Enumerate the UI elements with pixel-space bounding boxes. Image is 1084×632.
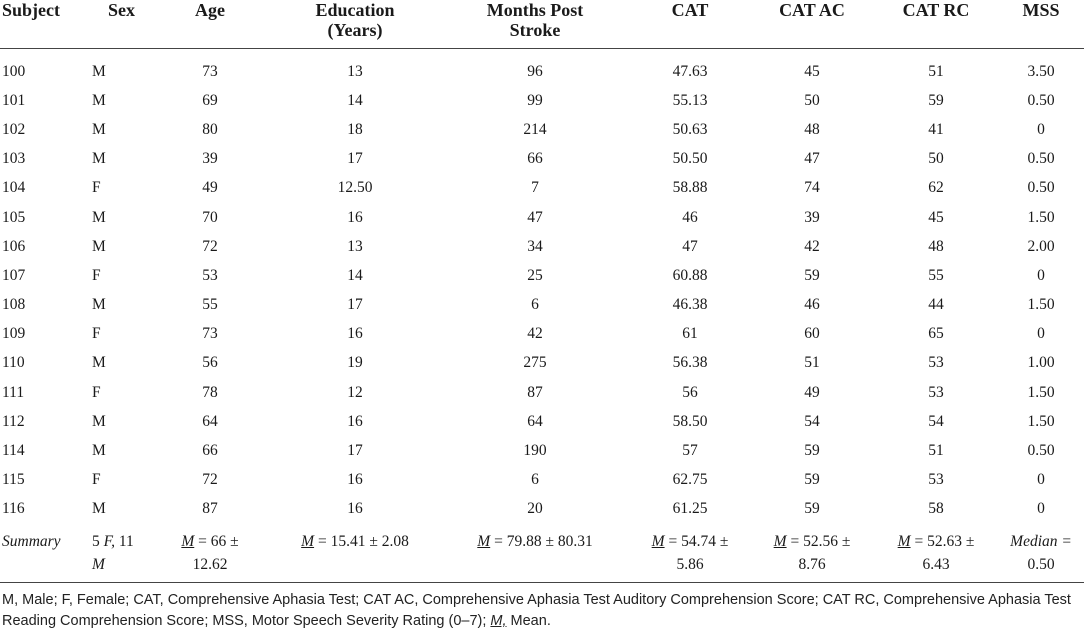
mean-symbol: M [897,533,911,550]
table-cell: 47.63 [672,62,708,80]
table-cell: 110 [2,354,25,372]
summary-sex-token: M [92,556,105,573]
table-cell: 58 [928,500,944,518]
mean-symbol: M [181,533,195,550]
column-header-line: CAT AC [779,0,845,20]
table-cell: 50 [804,91,820,109]
table-cell: M [92,412,106,430]
summary-cat-line-2: 5.86 [676,556,704,573]
table-cell: 6 [531,296,539,314]
table-row [0,86,1084,115]
table-cell: 16 [347,500,363,518]
table-cell: 64 [202,412,218,430]
table-row [0,349,1084,378]
table-cell: 54 [804,412,820,430]
table-row [0,232,1084,261]
table-cell: M [92,62,106,80]
table-cell: 66 [202,442,218,460]
table-cell: 108 [2,296,26,314]
column-header [998,0,1084,49]
column-header-line: CAT [671,0,709,20]
summary-mss [998,524,1084,583]
table-row [0,378,1084,407]
table-cell: 1.50 [1027,208,1055,226]
table-cell: 16 [347,471,363,489]
summary-sex-token: 11 [114,533,134,550]
table-cell: M [92,442,106,460]
table-cell: 39 [804,208,820,226]
table-cell: 80 [202,120,218,138]
table-cell: 104 [2,179,26,197]
column-header [80,0,150,49]
table-cell: 112 [2,412,25,430]
table-cell: 1.50 [1027,383,1055,401]
table-cell: 54 [928,412,944,430]
table-cell: 2.00 [1027,237,1055,255]
table-cell: 17 [347,150,363,168]
table-cell: 105 [2,208,26,226]
column-header [874,0,998,49]
table-cell: 0 [1037,500,1045,518]
table-cell: 59 [804,442,820,460]
table-cell: 106 [2,237,26,255]
table-cell: 42 [527,325,543,343]
table-cell: M [92,208,106,226]
table-cell: 55 [928,266,944,284]
table-cell: 12.50 [337,179,373,197]
table-cell: 60.88 [672,266,708,284]
summary-sex-token: 5 [92,533,100,550]
table-cell: 69 [202,91,218,109]
table-cell: 1.00 [1027,354,1055,372]
table-cell: 0 [1037,266,1045,284]
summary-mss-value: 0.50 [1027,556,1055,573]
table-cell: 48 [804,120,820,138]
column-header-line: Subject [2,0,60,20]
table-cell: 55 [202,296,218,314]
summary-age [150,524,270,583]
column-header [440,0,630,49]
table-row [0,115,1084,144]
table-cell: 41 [928,120,944,138]
table-cell: 47 [682,237,698,255]
table-cell: 50.50 [672,150,708,168]
table-cell: 34 [527,237,543,255]
summary-sex [80,524,150,583]
table-cell: 1.50 [1027,296,1055,314]
table-cell: 96 [527,62,543,80]
column-header [270,0,440,49]
table-cell: 6 [531,471,539,489]
table-cell: M [92,237,106,255]
table-cell: M [92,296,106,314]
table-cell: 60 [804,325,820,343]
table-cell: 0.50 [1027,442,1055,460]
table-cell: 214 [523,120,547,138]
table-cell: 0.50 [1027,91,1055,109]
table-cell: 190 [523,442,547,460]
column-header-line: MSS [1022,0,1060,20]
table-body [0,49,1084,583]
table-cell: 1.50 [1027,412,1055,430]
table-cell: 101 [2,91,26,109]
table-cell: F [92,266,101,284]
table-cell: 50 [928,150,944,168]
table-cell: M [92,120,106,138]
table-header [0,0,1084,49]
table-cell: 59 [804,471,820,489]
table-cell: 58.88 [672,179,708,197]
table-cell: 0.50 [1027,179,1055,197]
table-cell: 73 [202,62,218,80]
table-cell: 66 [527,150,543,168]
table-cell: 7 [531,179,539,197]
column-header-line: Age [195,0,225,20]
table-cell: 100 [2,62,26,80]
table-cell: 48 [928,237,944,255]
column-header-line: Sex [108,0,135,20]
summary-age-line-1 [150,530,270,553]
table-cell: 114 [2,442,25,460]
footnote-mean-text: Mean. [506,613,551,629]
table-cell: 61.25 [672,500,708,518]
table-cell: 62.75 [672,471,708,489]
summary-row [0,524,1084,583]
table-cell: 107 [2,266,26,284]
footnote-mean-symbol: M, [490,613,507,629]
mean-symbol: M [773,533,787,550]
summary-cat-rc-line-1 [874,530,998,553]
table-cell: 53 [202,266,218,284]
column-header [150,0,270,49]
table-row [0,291,1084,320]
summary-months [440,524,630,583]
footnote-text: M, Male; F, Female; CAT, Comprehensive Aphasia Test; CAT AC, Comprehensive Aphasia Test Auditory Comprehension Score; CAT RC, Comprehensive Aphasia Test Reading Comprehension Score; MSS, Motor Speech Severity Rating (0–7); [2,592,1071,629]
table-cell: 46 [682,208,698,226]
table-cell: 50.63 [672,120,708,138]
table-cell: 115 [2,471,25,489]
table-cell: 78 [202,383,218,401]
table-cell: 12 [347,383,363,401]
table-row [0,145,1084,174]
table-cell: F [92,179,101,197]
table-cell: 13 [347,237,363,255]
mean-value: = 52.63 ± [910,533,975,550]
table-cell: 51 [928,62,944,80]
table-cell: 53 [928,354,944,372]
mean-symbol: M [301,533,315,550]
table-cell: 46.38 [672,296,708,314]
table-cell: 59 [804,266,820,284]
table-cell: 3.50 [1027,62,1055,80]
table-cell: 46 [804,296,820,314]
table-cell: 65 [928,325,944,343]
table-cell: F [92,383,101,401]
table-cell: 275 [523,354,547,372]
table-row [0,495,1084,524]
table-cell: 16 [347,208,363,226]
table-cell: 14 [347,91,363,109]
table-cell: 70 [202,208,218,226]
table-cell: 16 [347,325,363,343]
table-cell: 14 [347,266,363,284]
summary-education [270,524,440,583]
table-cell: 59 [928,91,944,109]
summary-mss-label: Median = [1010,533,1072,550]
table-cell: 64 [527,412,543,430]
table-cell: 59 [804,500,820,518]
table-row [0,174,1084,203]
column-header-line: Education [315,0,395,20]
table-cell: 0 [1037,471,1045,489]
table-cell: M [92,500,106,518]
mean-value: = 15.41 ± 2.08 [314,533,409,550]
summary-sex-token: F, [99,533,115,550]
table-cell: 17 [347,442,363,460]
column-header-line: (Years) [327,20,383,40]
column-header-line: CAT RC [902,0,970,20]
mean-symbol: M [651,533,665,550]
table-cell: M [92,150,106,168]
table-cell: 87 [202,500,218,518]
table-cell: 0.50 [1027,150,1055,168]
table-cell: 18 [347,120,363,138]
table-cell: 102 [2,120,26,138]
summary-education-line-1 [270,530,440,553]
table-row [0,436,1084,465]
header-row [0,0,1084,49]
table-row [0,49,1084,87]
table-cell: M [92,91,106,109]
summary-age-line-2: 12.62 [192,556,228,573]
table-row [0,203,1084,232]
table-cell: 56.38 [672,354,708,372]
table-cell: F [92,325,101,343]
summary-cat-ac [750,524,874,583]
table-cell: 56 [202,354,218,372]
table-cell: 51 [928,442,944,460]
table-cell: 53 [928,383,944,401]
table-cell: 49 [202,179,218,197]
table-cell: 62 [928,179,944,197]
table-cell: 74 [804,179,820,197]
column-header [750,0,874,49]
summary-months-line-1 [440,530,630,553]
table-row [0,320,1084,349]
table-cell: 47 [804,150,820,168]
summary-label: Summary [2,533,61,550]
mean-value: = 79.88 ± 80.31 [490,533,593,550]
mean-value: = 52.56 ± [786,533,851,550]
table-cell: 45 [804,62,820,80]
column-header-line: Months Post [486,0,584,20]
table-cell: 39 [202,150,218,168]
table-cell: 51 [804,354,820,372]
table-cell: 17 [347,296,363,314]
table-row [0,466,1084,495]
summary-cat-ac-line-2: 8.76 [798,556,826,573]
column-header [630,0,750,49]
summary-cat-rc [874,524,998,583]
table-row [0,407,1084,436]
table-cell: 99 [527,91,543,109]
table-cell: 19 [347,354,363,372]
table-row [0,261,1084,290]
table-cell: 111 [2,383,25,401]
table-cell: 58.50 [672,412,708,430]
table-cell: 45 [928,208,944,226]
mean-value: = 54.74 ± [664,533,729,550]
table-cell: 87 [527,383,543,401]
table-cell: 61 [682,325,698,343]
table-cell: 109 [2,325,26,343]
table-cell: 116 [2,500,25,518]
table-cell: 55.13 [672,91,708,109]
table-cell: 42 [804,237,820,255]
table-cell: 72 [202,471,218,489]
table-cell: 44 [928,296,944,314]
table-cell: 47 [527,208,543,226]
table-cell: 57 [682,442,698,460]
table-cell: M [92,354,106,372]
summary-cat-ac-line-1 [750,530,874,553]
table-cell: 0 [1037,325,1045,343]
column-header [0,0,80,49]
table-cell: 72 [202,237,218,255]
table-cell: 25 [527,266,543,284]
table-cell: 0 [1037,120,1045,138]
summary-cat-rc-line-2: 6.43 [922,556,950,573]
table-cell: 49 [804,383,820,401]
table-cell: 103 [2,150,26,168]
table-cell: 53 [928,471,944,489]
table-cell: 16 [347,412,363,430]
table-cell: 73 [202,325,218,343]
mean-value: = 66 ± [194,533,239,550]
column-header-line: Stroke [509,20,561,40]
summary-cat-line-1 [630,530,750,553]
table-cell: 20 [527,500,543,518]
table-cell: 56 [682,383,698,401]
table-footnote [2,590,1084,632]
table-cell: F [92,471,101,489]
summary-cat [630,524,750,583]
table-cell: 13 [347,62,363,80]
mean-symbol: M [477,533,491,550]
